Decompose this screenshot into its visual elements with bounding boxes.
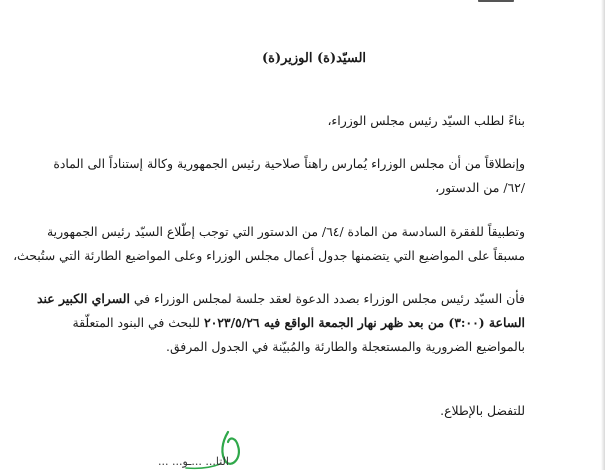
paragraph-application-line-1: وتطبيقاً للفقرة السادسة من المادة /٦٤/ من الدستور التي توجب إطّلاع السيّد رئيس الجمهورية [47, 224, 525, 239]
paragraph-closing: للتفضل بالإطلاع. [440, 403, 525, 418]
paragraph-application-line-2: مسبقاً على المواضيع التي يتضمنها جدول أعمال مجلس الوزراء وعلى المواضيع الطارئة التي ستُبحث، [13, 248, 525, 263]
invitation-text: فأن السيّد رئيس مجلس الوزراء بصدد الدعوة لعقد جلسة لمجلس الوزراء في [129, 291, 525, 306]
page-edge-shadow [601, 0, 605, 470]
paragraph-invitation-line-1 [37, 291, 525, 307]
signature-caption: التا... ...ـو... ... [158, 455, 229, 468]
letter-heading: السيّد(ة) الوزير(ة) [262, 51, 367, 66]
paragraph-request: بناءً لطلب السيّد رئيس مجلس الوزراء، [327, 113, 525, 128]
page-edge-mark [478, 0, 514, 6]
invitation-location: السراي الكبير عند [37, 291, 130, 306]
paragraph-invitation-line-2 [72, 315, 525, 331]
invitation-purpose: للبحث في البنود المتعلّقة [72, 315, 204, 330]
paragraph-invitation-line-3: بالمواضيع الضرورية والمستعجلة والطارئة والمُبيّنة في الجدول المرفق. [166, 339, 525, 354]
invitation-datetime: الساعة (٣:٠٠) من بعد ظهر نهار الجمعة الواقع فيه ٢٠٢٣/٥/٢٦ [203, 315, 525, 330]
paragraph-basis-line-1: وإنطلاقاً من أن مجلس الوزراء يُمارس راهناً صلاحية رئيس الجمهورية وكالة إستناداً الى المادة [53, 156, 525, 171]
paragraph-basis-line-2: /٦٢/ من الدستور، [435, 180, 525, 195]
